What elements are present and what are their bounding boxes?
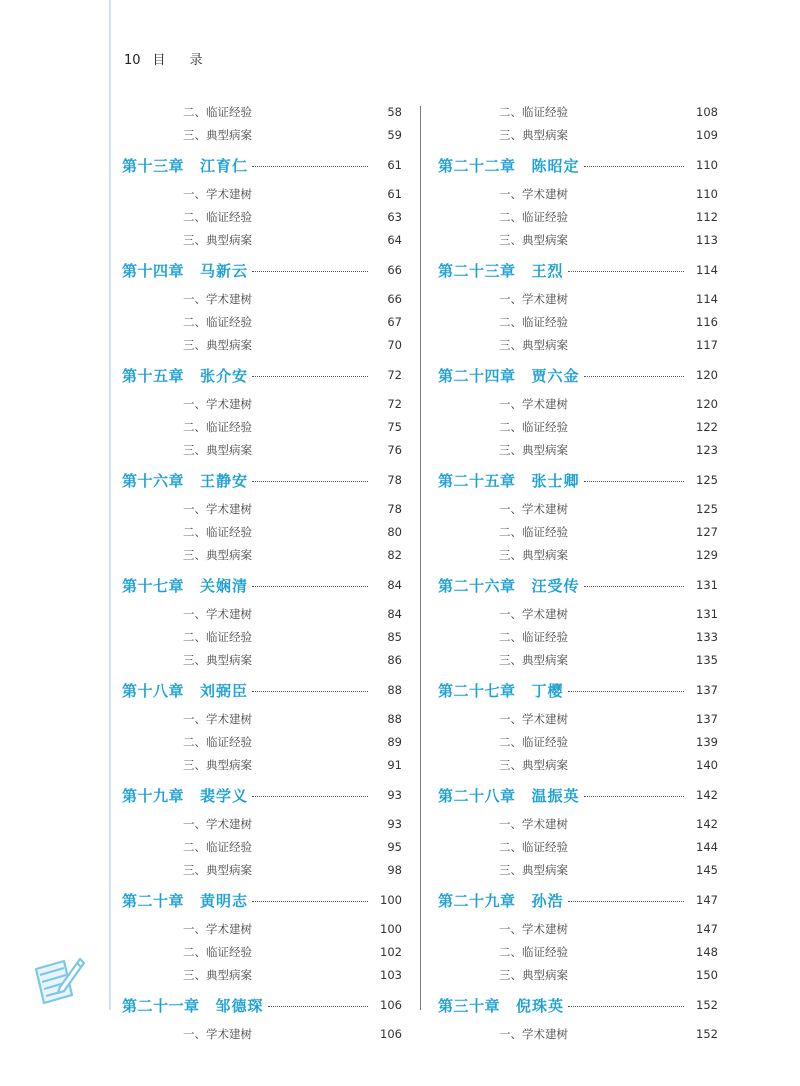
chapter-name: 马新云 bbox=[200, 261, 249, 280]
section-label: 三、典型病案 bbox=[499, 652, 568, 667]
toc-chapter-entry[interactable] bbox=[122, 885, 402, 915]
chapter-number: 第十五章 bbox=[122, 366, 185, 385]
page-number: 108 bbox=[696, 104, 718, 119]
section-label: 一、学术建树 bbox=[183, 186, 252, 201]
page-number: 131 bbox=[696, 606, 718, 621]
toc-section-entry[interactable] bbox=[122, 753, 402, 776]
section-label: 三、典型病案 bbox=[183, 337, 252, 352]
toc-section-entry[interactable] bbox=[122, 730, 402, 753]
toc-section-entry[interactable] bbox=[122, 333, 402, 356]
toc-chapter-entry[interactable] bbox=[122, 150, 402, 180]
toc-section-entry[interactable] bbox=[438, 812, 718, 835]
chapter-number: 第二十章 bbox=[122, 891, 185, 910]
page-number: 103 bbox=[380, 967, 402, 982]
toc-chapter-entry[interactable] bbox=[438, 885, 718, 915]
section-label: 三、典型病案 bbox=[183, 652, 252, 667]
section-label: 二、临证经验 bbox=[183, 104, 252, 119]
page-number: 131 bbox=[696, 578, 718, 592]
page-number: 147 bbox=[696, 921, 718, 936]
chapter-name: 张介安 bbox=[200, 366, 249, 385]
page-number: 93 bbox=[387, 788, 402, 802]
toc-section-entry[interactable] bbox=[438, 648, 718, 671]
chapter-number: 第二十七章 bbox=[438, 681, 516, 700]
section-label: 一、学术建树 bbox=[499, 1026, 568, 1041]
toc-section-entry[interactable] bbox=[122, 543, 402, 566]
dot-leader bbox=[252, 271, 368, 272]
chapter-number: 第二十八章 bbox=[438, 786, 516, 805]
toc-section-entry[interactable] bbox=[438, 392, 718, 415]
page-number: 110 bbox=[696, 158, 718, 172]
page-number: 66 bbox=[387, 263, 402, 277]
toc-section-entry[interactable] bbox=[122, 228, 402, 251]
page-number: 144 bbox=[696, 839, 718, 854]
page-number: 91 bbox=[387, 757, 402, 772]
page-number: 114 bbox=[696, 263, 718, 277]
margin-rule bbox=[109, 0, 111, 1010]
page-number: 123 bbox=[696, 442, 718, 457]
page-number: 110 bbox=[696, 186, 718, 201]
toc-section-entry[interactable] bbox=[438, 707, 718, 730]
chapter-number: 第十九章 bbox=[122, 786, 185, 805]
toc-section-entry[interactable] bbox=[438, 753, 718, 776]
toc-section-entry[interactable] bbox=[122, 625, 402, 648]
chapter-number: 第二十九章 bbox=[438, 891, 516, 910]
toc-section-entry[interactable] bbox=[438, 543, 718, 566]
page-number: 89 bbox=[387, 734, 402, 749]
section-label: 三、典型病案 bbox=[183, 967, 252, 982]
section-label: 一、学术建树 bbox=[499, 921, 568, 936]
section-label: 二、临证经验 bbox=[499, 419, 568, 434]
toc-section-entry[interactable] bbox=[438, 602, 718, 625]
page-number: 122 bbox=[696, 419, 718, 434]
page-number: 67 bbox=[387, 314, 402, 329]
toc-section-entry[interactable] bbox=[438, 858, 718, 881]
section-label: 三、典型病案 bbox=[499, 757, 568, 772]
toc-chapter-entry[interactable] bbox=[122, 780, 402, 810]
chapter-name: 王静安 bbox=[200, 471, 249, 490]
toc-chapter-entry[interactable] bbox=[122, 255, 402, 285]
page-number: 100 bbox=[380, 893, 402, 907]
toc-section-entry[interactable] bbox=[438, 625, 718, 648]
dot-leader bbox=[252, 796, 368, 797]
section-label: 一、学术建树 bbox=[183, 501, 252, 516]
page-number: 113 bbox=[696, 232, 718, 247]
page-number: 58 bbox=[387, 104, 402, 119]
dot-leader bbox=[568, 691, 684, 692]
page-number: 78 bbox=[387, 473, 402, 487]
toc-chapter-entry[interactable] bbox=[122, 990, 402, 1020]
chapter-name: 贾六金 bbox=[531, 366, 580, 385]
section-label: 三、典型病案 bbox=[499, 127, 568, 142]
toc-chapter-entry[interactable] bbox=[438, 675, 718, 705]
section-label: 三、典型病案 bbox=[183, 757, 252, 772]
toc-chapter-entry[interactable] bbox=[438, 990, 718, 1020]
dot-leader bbox=[568, 1006, 684, 1007]
section-label: 二、临证经验 bbox=[183, 419, 252, 434]
section-label: 三、典型病案 bbox=[183, 127, 252, 142]
toc-section-entry[interactable] bbox=[438, 123, 718, 146]
chapter-number: 第十七章 bbox=[122, 576, 185, 595]
page-number: 120 bbox=[696, 396, 718, 411]
toc-section-entry[interactable] bbox=[438, 497, 718, 520]
toc-section-entry[interactable] bbox=[122, 415, 402, 438]
section-label: 三、典型病案 bbox=[499, 337, 568, 352]
page-number: 117 bbox=[696, 337, 718, 352]
toc-section-entry[interactable] bbox=[122, 287, 402, 310]
section-label: 三、典型病案 bbox=[183, 442, 252, 457]
toc-section-entry[interactable] bbox=[122, 940, 402, 963]
page-number: 59 bbox=[387, 127, 402, 142]
dot-leader bbox=[568, 271, 684, 272]
section-label: 一、学术建树 bbox=[499, 501, 568, 516]
section-label: 二、临证经验 bbox=[183, 629, 252, 644]
section-label: 一、学术建树 bbox=[183, 816, 252, 831]
page-number: 152 bbox=[696, 1026, 718, 1041]
toc-section-entry[interactable] bbox=[438, 940, 718, 963]
section-label: 二、临证经验 bbox=[183, 314, 252, 329]
dot-leader bbox=[584, 796, 684, 797]
section-label: 二、临证经验 bbox=[183, 524, 252, 539]
page-number: 84 bbox=[387, 578, 402, 592]
toc-chapter-entry[interactable] bbox=[122, 360, 402, 390]
chapter-number: 第十八章 bbox=[122, 681, 185, 700]
page-number: 142 bbox=[696, 788, 718, 802]
page-number: 125 bbox=[696, 473, 718, 487]
page-number: 135 bbox=[696, 652, 718, 667]
toc-section-entry[interactable] bbox=[438, 963, 718, 986]
section-label: 一、学术建树 bbox=[183, 396, 252, 411]
dot-leader bbox=[584, 481, 684, 482]
page-number: 80 bbox=[387, 524, 402, 539]
chapter-name: 关娴清 bbox=[200, 576, 249, 595]
section-label: 一、学术建树 bbox=[183, 711, 252, 726]
page-number: 82 bbox=[387, 547, 402, 562]
page-number: 116 bbox=[696, 314, 718, 329]
toc-section-entry[interactable] bbox=[438, 287, 718, 310]
chapter-number: 第二十二章 bbox=[438, 156, 516, 175]
page-number: 137 bbox=[696, 711, 718, 726]
page-number: 98 bbox=[387, 862, 402, 877]
toc-section-entry[interactable] bbox=[122, 648, 402, 671]
chapter-name: 江育仁 bbox=[200, 156, 249, 175]
toc-chapter-entry[interactable] bbox=[438, 255, 718, 285]
toc-chapter-entry[interactable] bbox=[438, 150, 718, 180]
page-number: 145 bbox=[696, 862, 718, 877]
section-label: 二、临证经验 bbox=[499, 629, 568, 644]
page-number: 129 bbox=[696, 547, 718, 562]
page-number: 61 bbox=[387, 158, 402, 172]
dot-leader bbox=[584, 166, 684, 167]
toc-section-entry[interactable] bbox=[122, 602, 402, 625]
toc-column-right bbox=[438, 100, 718, 1045]
toc-section-entry[interactable] bbox=[122, 520, 402, 543]
page-number: 88 bbox=[387, 683, 402, 697]
toc-column-left bbox=[122, 100, 402, 1045]
page-number: 142 bbox=[696, 816, 718, 831]
section-label: 一、学术建树 bbox=[183, 921, 252, 936]
page-number: 102 bbox=[380, 944, 402, 959]
page-number: 78 bbox=[387, 501, 402, 516]
dot-leader bbox=[584, 586, 684, 587]
toc-section-entry[interactable] bbox=[122, 707, 402, 730]
page-number: 152 bbox=[696, 998, 718, 1012]
toc-section-entry[interactable] bbox=[438, 182, 718, 205]
section-label: 二、临证经验 bbox=[183, 734, 252, 749]
toc-section-entry[interactable] bbox=[438, 835, 718, 858]
section-label: 二、临证经验 bbox=[499, 209, 568, 224]
section-label: 一、学术建树 bbox=[499, 816, 568, 831]
section-label: 一、学术建树 bbox=[183, 606, 252, 621]
page-number: 64 bbox=[387, 232, 402, 247]
page-number: 120 bbox=[696, 368, 718, 382]
toc-section-entry[interactable] bbox=[438, 438, 718, 461]
toc-section-entry[interactable] bbox=[122, 812, 402, 835]
page-number: 76 bbox=[387, 442, 402, 457]
page-number: 100 bbox=[380, 921, 402, 936]
page-number: 93 bbox=[387, 816, 402, 831]
section-label: 二、临证经验 bbox=[499, 524, 568, 539]
page-number: 114 bbox=[696, 291, 718, 306]
page-number: 85 bbox=[387, 629, 402, 644]
toc-chapter-entry[interactable] bbox=[122, 570, 402, 600]
section-label: 一、学术建树 bbox=[499, 396, 568, 411]
chapter-name: 汪受传 bbox=[531, 576, 580, 595]
chapter-name: 陈昭定 bbox=[531, 156, 580, 175]
toc-chapter-entry[interactable] bbox=[122, 675, 402, 705]
section-label: 三、典型病案 bbox=[183, 232, 252, 247]
section-label: 三、典型病案 bbox=[499, 547, 568, 562]
dot-leader bbox=[252, 691, 368, 692]
page-number: 72 bbox=[387, 396, 402, 411]
toc-section-entry[interactable] bbox=[122, 392, 402, 415]
section-label: 一、学术建树 bbox=[499, 606, 568, 621]
section-label: 一、学术建树 bbox=[183, 291, 252, 306]
toc-section-entry[interactable] bbox=[438, 100, 718, 123]
chapter-number: 第二十四章 bbox=[438, 366, 516, 385]
section-label: 一、学术建树 bbox=[499, 186, 568, 201]
dot-leader bbox=[252, 901, 368, 902]
page-number: 84 bbox=[387, 606, 402, 621]
section-label: 二、临证经验 bbox=[499, 839, 568, 854]
page-number: 70 bbox=[387, 337, 402, 352]
toc-section-entry[interactable] bbox=[438, 415, 718, 438]
running-header bbox=[124, 49, 213, 68]
toc-section-entry[interactable] bbox=[122, 205, 402, 228]
chapter-name: 裴学义 bbox=[200, 786, 249, 805]
chapter-name: 张士卿 bbox=[531, 471, 580, 490]
toc-section-entry[interactable] bbox=[122, 917, 402, 940]
section-label: 二、临证经验 bbox=[499, 734, 568, 749]
chapter-name: 王烈 bbox=[531, 261, 564, 280]
chapter-name: 倪珠英 bbox=[516, 996, 565, 1015]
toc-chapter-entry[interactable] bbox=[122, 465, 402, 495]
chapter-name: 邹德琛 bbox=[215, 996, 264, 1015]
toc-section-entry[interactable] bbox=[122, 100, 402, 123]
chapter-name: 黄明志 bbox=[200, 891, 249, 910]
page-number: 88 bbox=[387, 711, 402, 726]
section-label: 一、学术建树 bbox=[499, 711, 568, 726]
section-label: 三、典型病案 bbox=[499, 862, 568, 877]
pencil-notebook-icon bbox=[30, 951, 86, 1011]
chapter-number: 第十三章 bbox=[122, 156, 185, 175]
dot-leader bbox=[252, 166, 368, 167]
page-number: 137 bbox=[696, 683, 718, 697]
toc-section-entry[interactable] bbox=[122, 835, 402, 858]
chapter-number: 第二十六章 bbox=[438, 576, 516, 595]
toc-section-entry[interactable] bbox=[438, 520, 718, 543]
toc-section-entry[interactable] bbox=[122, 1022, 402, 1045]
toc-section-entry[interactable] bbox=[438, 310, 718, 333]
chapter-number: 第二十五章 bbox=[438, 471, 516, 490]
page-number: 75 bbox=[387, 419, 402, 434]
chapter-name: 丁樱 bbox=[531, 681, 564, 700]
chapter-name: 刘弼臣 bbox=[200, 681, 249, 700]
section-label: 一、学术建树 bbox=[499, 291, 568, 306]
toc-section-entry[interactable] bbox=[438, 1022, 718, 1045]
chapter-number: 第二十三章 bbox=[438, 261, 516, 280]
section-label: 二、临证经验 bbox=[183, 944, 252, 959]
section-label: 二、临证经验 bbox=[499, 944, 568, 959]
page-number: 109 bbox=[696, 127, 718, 142]
toc-section-entry[interactable] bbox=[122, 310, 402, 333]
column-divider bbox=[420, 106, 421, 1010]
page-number: 86 bbox=[387, 652, 402, 667]
chapter-number: 第十四章 bbox=[122, 261, 185, 280]
section-label: 二、临证经验 bbox=[499, 104, 568, 119]
toc-chapter-entry[interactable] bbox=[438, 465, 718, 495]
section-label: 三、典型病案 bbox=[499, 442, 568, 457]
toc-chapter-entry[interactable] bbox=[438, 360, 718, 390]
toc-chapter-entry[interactable] bbox=[438, 780, 718, 810]
toc-chapter-entry[interactable] bbox=[438, 570, 718, 600]
toc-section-entry[interactable] bbox=[438, 205, 718, 228]
dot-leader bbox=[252, 586, 368, 587]
toc-section-entry[interactable] bbox=[438, 917, 718, 940]
page-number: 95 bbox=[387, 839, 402, 854]
page-number: 150 bbox=[696, 967, 718, 982]
dot-leader bbox=[268, 1006, 368, 1007]
section-label: 三、典型病案 bbox=[499, 232, 568, 247]
chapter-number: 第三十章 bbox=[438, 996, 501, 1015]
toc-section-entry[interactable] bbox=[122, 123, 402, 146]
section-label: 二、临证经验 bbox=[183, 839, 252, 854]
page-number: 61 bbox=[387, 186, 402, 201]
page-number: 148 bbox=[696, 944, 718, 959]
section-label: 三、典型病案 bbox=[183, 547, 252, 562]
chapter-number: 第十六章 bbox=[122, 471, 185, 490]
toc-section-entry[interactable] bbox=[122, 438, 402, 461]
section-label: 二、临证经验 bbox=[183, 209, 252, 224]
section-label: 三、典型病案 bbox=[499, 967, 568, 982]
dot-leader bbox=[584, 376, 684, 377]
toc-section-entry[interactable] bbox=[438, 730, 718, 753]
dot-leader bbox=[568, 901, 684, 902]
toc-section-entry[interactable] bbox=[122, 963, 402, 986]
toc-section-entry[interactable] bbox=[438, 228, 718, 251]
page-number: 140 bbox=[696, 757, 718, 772]
page-number: 147 bbox=[696, 893, 718, 907]
page-number: 112 bbox=[696, 209, 718, 224]
page-number: 125 bbox=[696, 501, 718, 516]
dot-leader bbox=[252, 376, 368, 377]
toc-section-entry[interactable] bbox=[122, 858, 402, 881]
chapter-number: 第二十一章 bbox=[122, 996, 200, 1015]
toc-section-entry[interactable] bbox=[122, 497, 402, 520]
page-number: 127 bbox=[696, 524, 718, 539]
header-title: 目 录 bbox=[152, 53, 213, 68]
dot-leader bbox=[252, 481, 368, 482]
page-number: 106 bbox=[380, 1026, 402, 1041]
page-number: 139 bbox=[696, 734, 718, 749]
page-number: 63 bbox=[387, 209, 402, 224]
page-number: 66 bbox=[387, 291, 402, 306]
header-page-number: 10 bbox=[124, 53, 141, 68]
section-label: 三、典型病案 bbox=[183, 862, 252, 877]
toc-section-entry[interactable] bbox=[122, 182, 402, 205]
page-number: 133 bbox=[696, 629, 718, 644]
chapter-name: 温振英 bbox=[531, 786, 580, 805]
page-number: 106 bbox=[380, 998, 402, 1012]
chapter-name: 孙浩 bbox=[531, 891, 564, 910]
section-label: 一、学术建树 bbox=[183, 1026, 252, 1041]
toc-section-entry[interactable] bbox=[438, 333, 718, 356]
page-number: 72 bbox=[387, 368, 402, 382]
section-label: 二、临证经验 bbox=[499, 314, 568, 329]
